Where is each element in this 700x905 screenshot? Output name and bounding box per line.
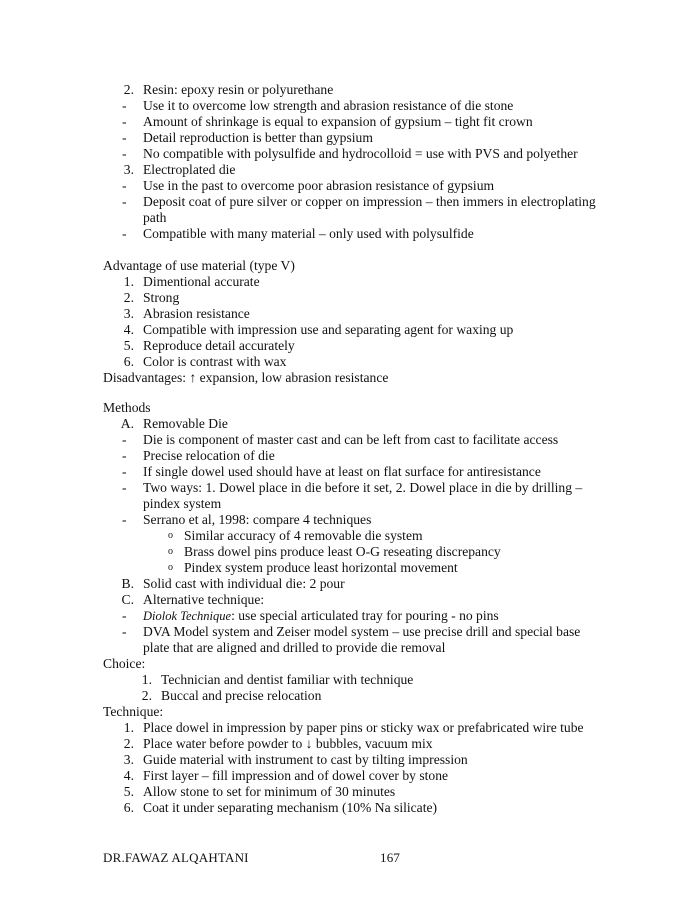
item-number: 1. — [141, 672, 152, 687]
item-letter: B. — [121, 576, 134, 591]
bullet-dash: - — [122, 512, 127, 527]
bullet-text: Compatible with many material – only used with polysulfide — [143, 226, 474, 241]
item-text: Resin: epoxy resin or polyurethane — [143, 82, 334, 97]
item-number: 6. — [123, 354, 134, 369]
bullet-dash: - — [122, 624, 127, 639]
item-text: Allow stone to set for minimum of 30 minutes — [143, 784, 396, 799]
bullet-text: No compatible with polysulfide and hydrocolloid = use with PVS and polyether — [143, 146, 578, 161]
item-text: Buccal and precise relocation — [161, 688, 322, 703]
bullet-text: Amount of shrinkage is equal to expansion of gypsium – tight fit crown — [143, 114, 533, 129]
bullet-text: Serrano et al, 1998: compare 4 techniques — [143, 512, 372, 527]
bullet-dash: - — [122, 432, 127, 447]
bullet-text — [143, 608, 499, 624]
diolok-rest: : use special articulated tray for pouring - no pins — [231, 608, 499, 623]
bullet-dash: - — [122, 98, 127, 113]
disadvantages-line: Disadvantages: ↑ expansion, low abrasion resistance — [103, 370, 389, 385]
advantages-heading: Advantage of use material (type V) — [103, 258, 295, 273]
item-letter: A. — [120, 416, 134, 431]
circle-bullet: o — [168, 530, 173, 541]
bullet-dash: - — [122, 464, 127, 479]
bullet-dash: - — [122, 194, 127, 209]
footer-author: DR.FAWAZ ALQAHTANI — [103, 850, 249, 865]
methods-heading: Methods — [103, 400, 151, 415]
item-number: 6. — [123, 800, 134, 815]
bullet-text: DVA Model system and Zeiser model system – use precise drill and special base — [143, 624, 581, 639]
bullet-dash: - — [122, 226, 127, 241]
circle-bullet: o — [168, 562, 173, 573]
bullet-dash: - — [122, 130, 127, 145]
item-number: 2. — [141, 688, 152, 703]
item-text: Reproduce detail accurately — [143, 338, 295, 353]
bullet-text: If single dowel used should have at least on flat surface for antiresistance — [143, 464, 541, 479]
item-number: 2. — [123, 82, 134, 97]
bullet-text: Use in the past to overcome poor abrasion resistance of gypsium — [143, 178, 495, 193]
item-number: 5. — [123, 784, 134, 799]
sub-bullet-text: Similar accuracy of 4 removable die system — [184, 528, 423, 543]
bullet-dash: - — [122, 114, 127, 129]
item-text: Alternative technique: — [143, 592, 265, 607]
item-number: 1. — [123, 720, 134, 735]
item-number: 1. — [123, 274, 134, 289]
item-number: 2. — [123, 290, 134, 305]
bullet-dash: - — [122, 608, 127, 623]
choice-heading: Choice: — [103, 656, 146, 671]
bullet-text: Deposit coat of pure silver or copper on impression – then immers in electroplating — [143, 194, 596, 209]
item-number: 4. — [123, 322, 134, 337]
diolok-name: Diolok Technique — [143, 609, 232, 623]
item-text: Compatible with impression use and separating agent for waxing up — [143, 322, 514, 337]
bullet-text: Detail reproduction is better than gypsium — [143, 130, 373, 145]
item-text: Dimentional accurate — [143, 274, 260, 289]
bullet-text: Use it to overcome low strength and abrasion resistance of die stone — [143, 98, 514, 113]
item-text: Guide material with instrument to cast by tilting impression — [143, 752, 468, 767]
circle-bullet: o — [168, 546, 173, 557]
item-text: Electroplated die — [143, 162, 236, 177]
item-number: 3. — [123, 752, 134, 767]
bullet-dash: - — [122, 448, 127, 463]
item-text: Place water before powder to ↓ bubbles, vacuum mix — [143, 736, 433, 751]
item-text: Color is contrast with wax — [143, 354, 287, 369]
bullet-text: Two ways: 1. Dowel place in die before it set, 2. Dowel place in die by drilling – — [143, 480, 583, 495]
item-text: First layer – fill impression and of dowel cover by stone — [143, 768, 449, 783]
sub-bullet-text: Pindex system produce least horizontal movement — [184, 560, 458, 575]
footer-page-number: 167 — [380, 850, 401, 865]
item-text: Solid cast with individual die: 2 pour — [143, 576, 345, 591]
bullet-dash: - — [122, 480, 127, 495]
bullet-dash: - — [122, 146, 127, 161]
bullet-dash: - — [122, 178, 127, 193]
item-number: 3. — [123, 306, 134, 321]
item-text: Removable Die — [143, 416, 228, 431]
item-text: Strong — [143, 290, 180, 305]
bullet-text: plate that are aligned and drilled to provide die removal — [143, 640, 446, 655]
item-text: Coat it under separating mechanism (10% Na silicate) — [143, 800, 438, 815]
sub-bullet-text: Brass dowel pins produce least O-G reseating discrepancy — [184, 544, 501, 559]
item-text: Abrasion resistance — [143, 306, 250, 321]
item-text: Technician and dentist familiar with technique — [161, 672, 414, 687]
bullet-text: Precise relocation of die — [143, 448, 275, 463]
bullet-text: Die is component of master cast and can be left from cast to facilitate access — [143, 432, 559, 447]
item-number: 3. — [123, 162, 134, 177]
technique-heading: Technique: — [103, 704, 164, 719]
bullet-text: pindex system — [143, 496, 222, 511]
item-number: 4. — [123, 768, 134, 783]
item-letter: C. — [121, 592, 134, 607]
item-number: 5. — [123, 338, 134, 353]
bullet-text: path — [143, 210, 167, 225]
item-text: Place dowel in impression by paper pins or sticky wax or prefabricated wire tube — [143, 720, 584, 735]
item-number: 2. — [123, 736, 134, 751]
